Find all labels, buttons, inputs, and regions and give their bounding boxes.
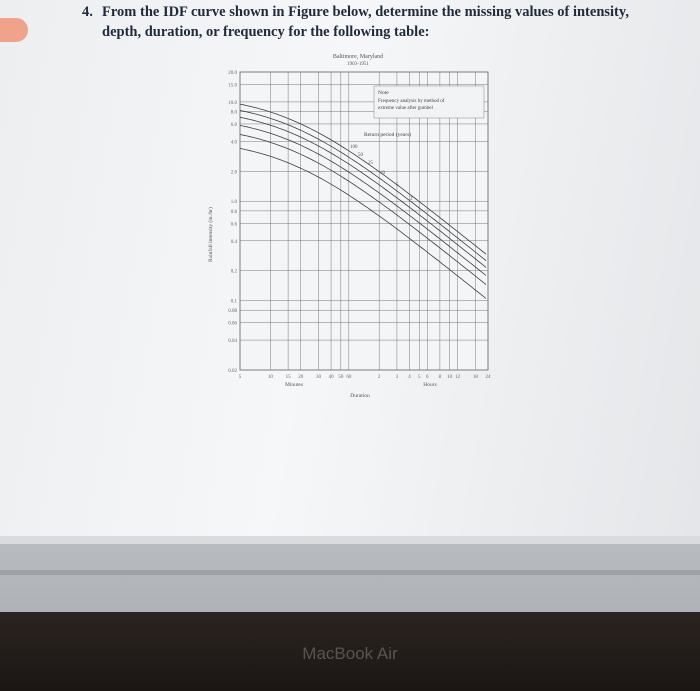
note-line-1: Frequency analysis by method of (378, 99, 445, 104)
y-tick-label: 20.0 (228, 71, 237, 76)
hours-label: Hours (423, 382, 437, 388)
y-tick-label: 15.0 (228, 83, 237, 89)
y-tick-label: 4.0 (230, 140, 237, 146)
return-period-label-value: 2 (410, 197, 413, 202)
x-tick-label: 20 (298, 375, 304, 380)
x-tick-label: 6 (426, 375, 429, 380)
x-tick-label: 10 (447, 375, 453, 380)
x-tick-label: 10 (267, 375, 273, 380)
return-period-label: Return period (years) (364, 132, 412, 138)
duration-label: Duration (350, 393, 370, 399)
x-tick-label: 24 (485, 375, 491, 380)
return-period-label-value: 5 (396, 183, 399, 188)
return-period-label-value: 100 (350, 145, 358, 150)
return-period-label-value: 50 (358, 153, 363, 158)
y-tick-label: 0.08 (228, 309, 237, 315)
x-tick-label: 50 (338, 375, 344, 380)
y-tick-label: 2.0 (230, 170, 237, 176)
y-tick-label: 0.04 (228, 339, 237, 345)
x-tick-label: 15 (285, 375, 291, 380)
idf-chart-svg (198, 52, 498, 402)
app-tab-icon[interactable] (0, 18, 28, 42)
chart-title: Baltimore, Maryland (332, 54, 384, 60)
question-text (82, 2, 682, 42)
x-tick-label: 5 (418, 375, 421, 380)
laptop-base (0, 612, 700, 691)
question-line-2: depth, duration, or frequency for the following table: (102, 24, 430, 40)
y-tick-label: 10.0 (228, 100, 237, 106)
x-tick-label: 8 (438, 375, 442, 380)
x-tick-label: 18 (472, 375, 478, 380)
idf-chart (198, 52, 498, 402)
y-tick-label: 0.06 (228, 321, 237, 327)
note-line-2: extreme value after gumbel (378, 106, 433, 111)
bezel-hinge-highlight (0, 536, 700, 544)
question-number: 4. (82, 4, 93, 20)
x-tick-label: 4 (408, 375, 411, 380)
note-heading: Note (378, 90, 389, 96)
return-period-label-value: 10 (380, 171, 385, 176)
y-tick-label: 8.0 (230, 110, 237, 116)
y-tick-label: 0.6 (230, 222, 237, 228)
bezel-hinge-shadow (0, 570, 700, 575)
y-tick-label: 0.1 (230, 299, 237, 305)
x-tick-label: 12 (455, 375, 461, 380)
y-tick-label: 1.0 (230, 200, 237, 206)
x-tick-label: 30 (315, 375, 321, 380)
y-tick-label: 0.2 (230, 269, 237, 275)
y-tick-label: 0.8 (230, 209, 237, 215)
chart-years: 1903-1951 (347, 62, 369, 67)
y-tick-label: 0.4 (230, 239, 237, 245)
x-tick-label: 3 (395, 375, 399, 380)
x-tick-label: 2 (377, 375, 381, 380)
minutes-label: Minutes (284, 382, 304, 388)
x-tick-label: 40 (328, 375, 334, 380)
y-tick-labels (228, 71, 237, 374)
laptop-bezel (0, 536, 700, 616)
question-line-1: From the IDF curve shown in Figure below, determine the missing values of intensity, (102, 4, 629, 20)
y-tick-label: 0.02 (228, 369, 237, 374)
y-tick-label: 6.0 (230, 122, 237, 128)
x-tick-label: 5 (238, 375, 242, 380)
return-period-label-value: 25 (368, 161, 373, 166)
x-tick-label: 60 (346, 375, 352, 380)
x-tick-labels (239, 375, 491, 380)
y-axis-label: Rainfall intensity (in./hr) (208, 207, 214, 262)
laptop-brand: MacBook Air (302, 644, 398, 663)
